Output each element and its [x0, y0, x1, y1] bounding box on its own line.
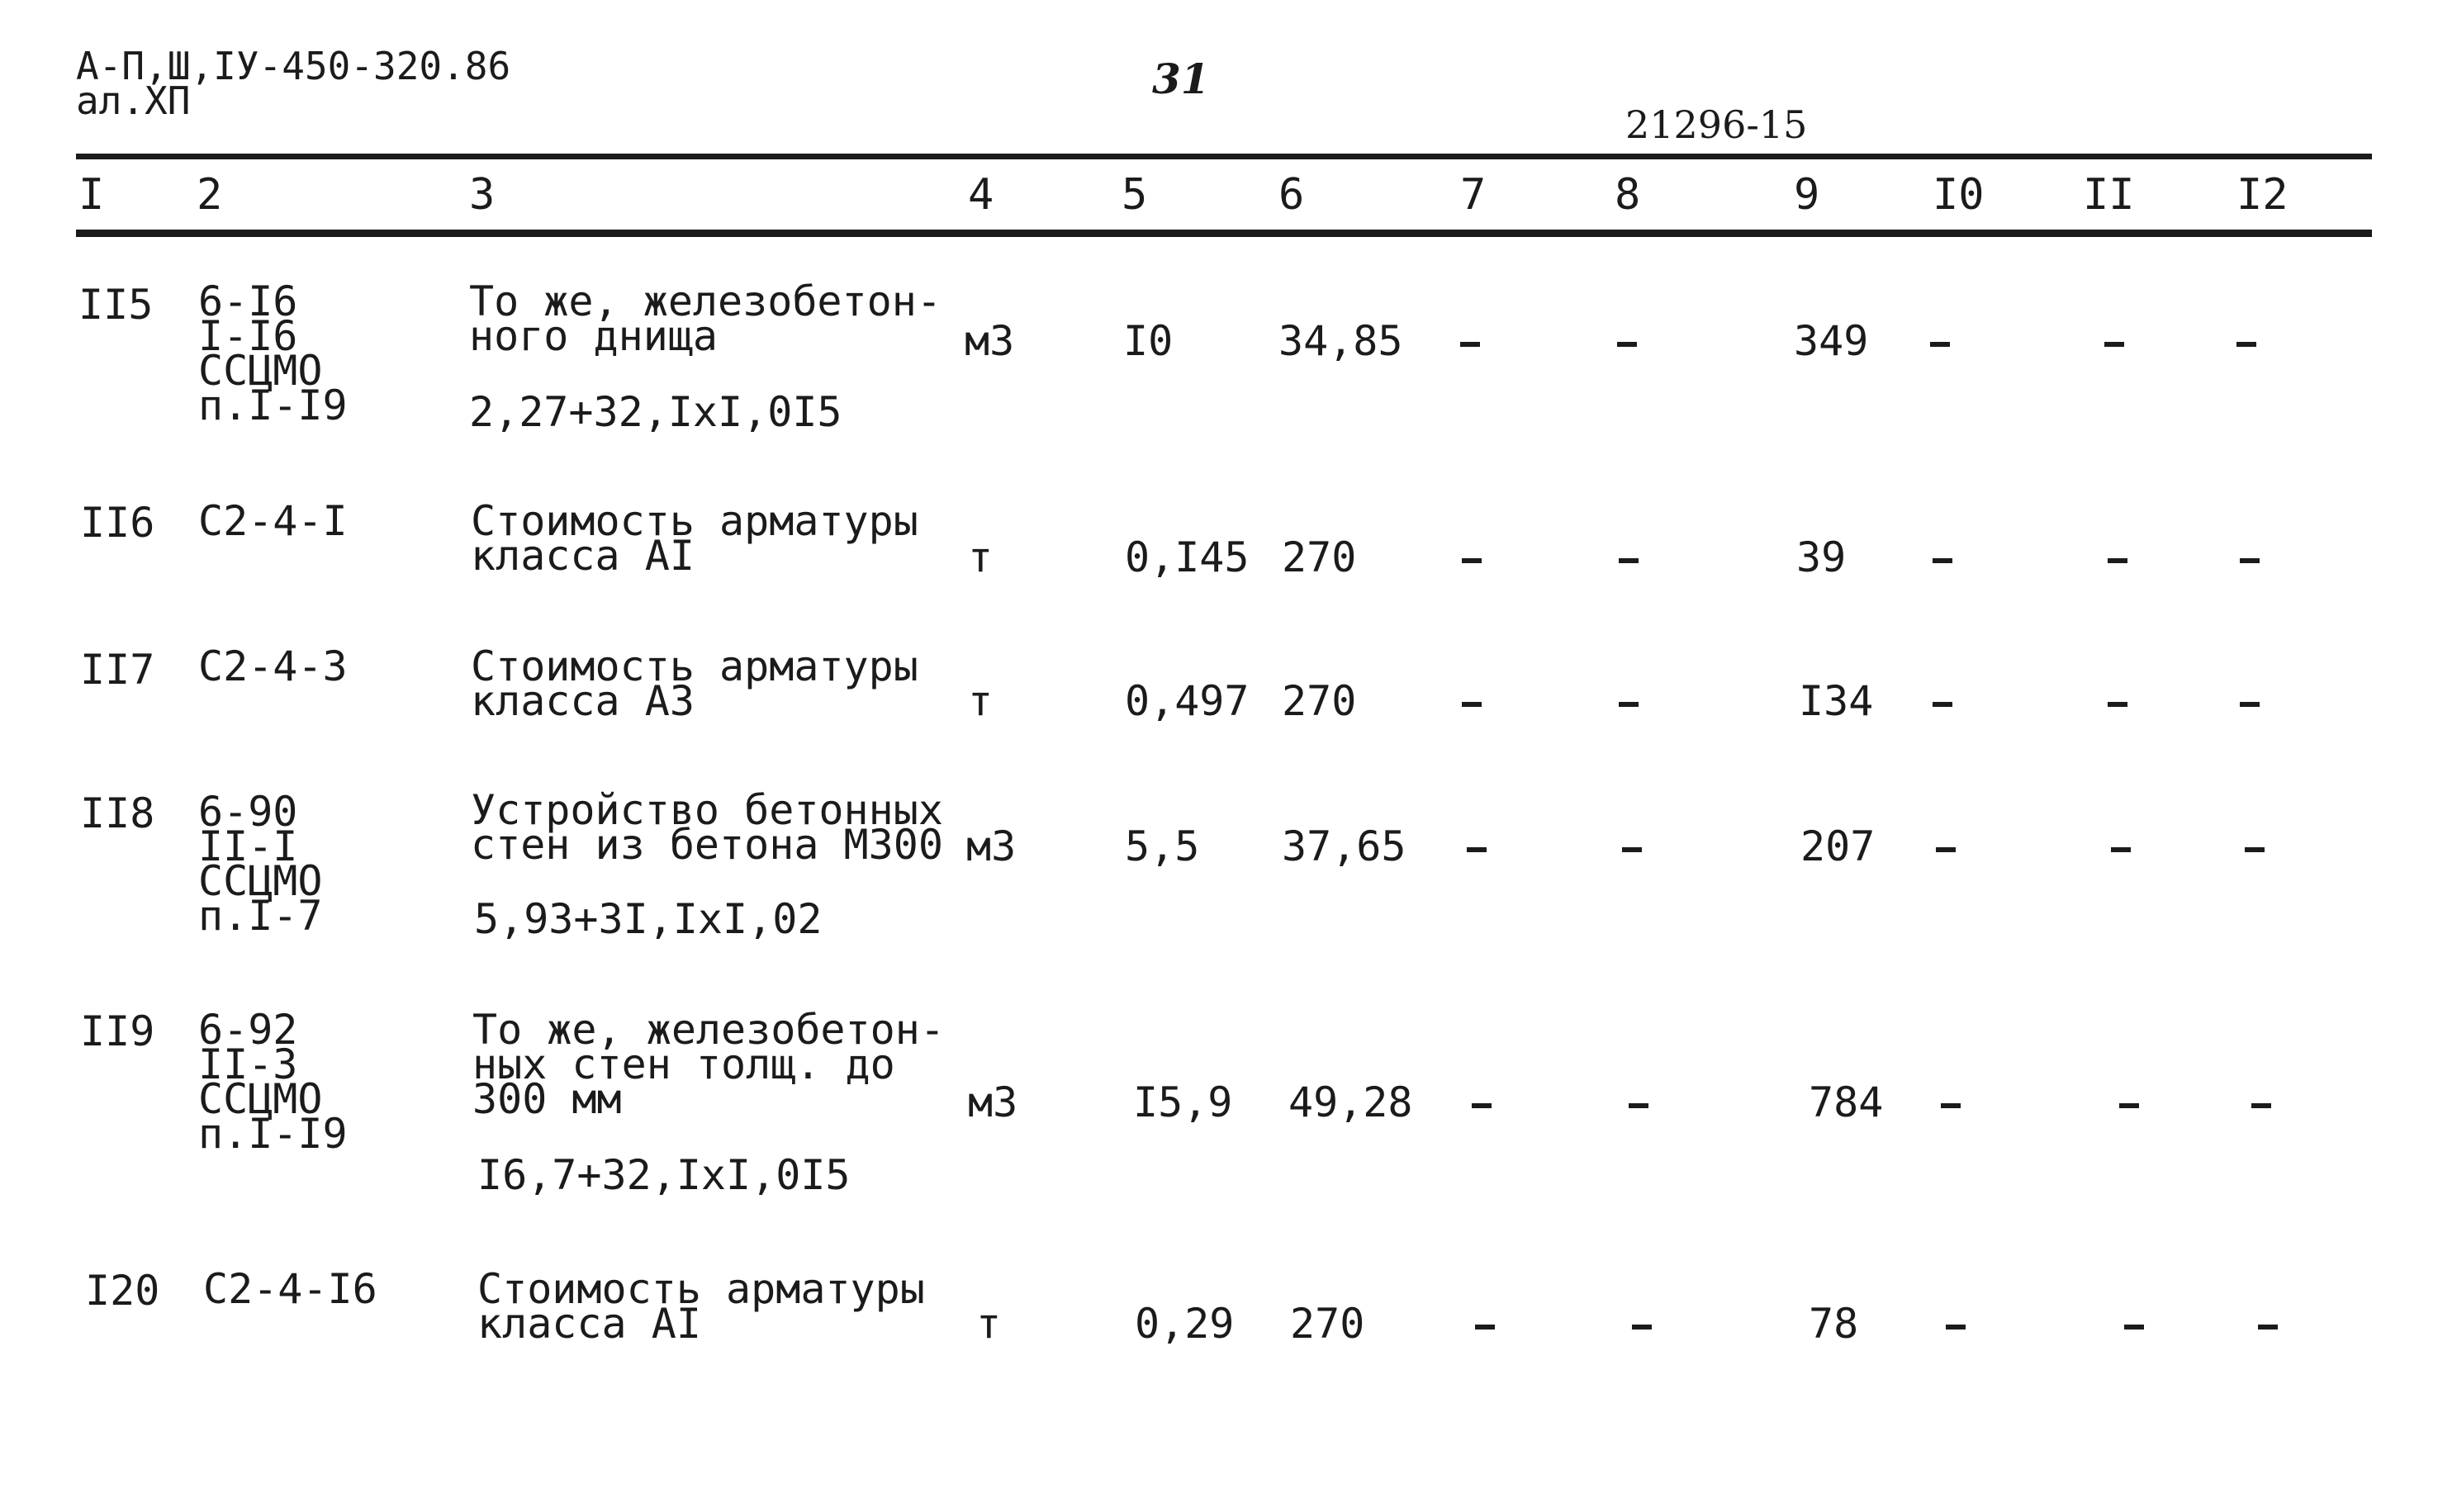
unit: т: [968, 533, 994, 581]
quantity: 5,5: [1125, 822, 1200, 870]
col12-dash: [2236, 317, 2256, 365]
formula: 2,27+32,IxI,0I5: [469, 388, 842, 436]
col10-dash: [1946, 1300, 1966, 1348]
quantity: 0,29: [1135, 1300, 1235, 1348]
total-cost: 349: [1794, 317, 1869, 365]
col-header-9: 9: [1794, 170, 1820, 220]
unit: т: [968, 677, 994, 725]
col-header-3: 3: [469, 170, 496, 220]
col8-dash: [1632, 1300, 1652, 1348]
unit-price: 270: [1282, 533, 1357, 581]
col-header-4: 4: [968, 170, 994, 220]
col8-dash: [1629, 1078, 1648, 1126]
work-description: То же, железобетон- ных стен толщ. до 300 мм: [472, 1006, 945, 1123]
col10-dash: [1936, 822, 1956, 870]
col11-dash: [2108, 533, 2127, 581]
col-header-12: I2: [2236, 170, 2289, 220]
doc-number: 21296-15: [1625, 102, 1808, 147]
resource-code: С2-4-I6: [203, 1265, 377, 1313]
unit: м3: [966, 822, 1017, 870]
header-rule: [76, 230, 2372, 237]
quantity: I0: [1123, 317, 1174, 365]
col8-dash: [1617, 317, 1637, 365]
col11-dash: [2108, 677, 2127, 725]
col7-dash: [1475, 1300, 1495, 1348]
col10-dash: [1933, 533, 1952, 581]
col-header-8: 8: [1615, 170, 1641, 220]
col11-dash: [2119, 1078, 2139, 1126]
total-cost: I34: [1799, 677, 1874, 725]
total-cost: 78: [1809, 1300, 1859, 1348]
row-num: II9: [80, 1007, 155, 1055]
unit-price: 37,65: [1282, 822, 1406, 870]
col12-dash: [2240, 677, 2260, 725]
col8-dash: [1619, 677, 1639, 725]
unit-price: 270: [1290, 1300, 1365, 1348]
formula: I6,7+32,IxI,0I5: [477, 1151, 851, 1199]
unit: м3: [968, 1078, 1018, 1126]
col7-dash: [1467, 822, 1487, 870]
col12-dash: [2245, 822, 2265, 870]
resource-code: С2-4-3: [198, 642, 348, 690]
col11-dash: [2111, 822, 2131, 870]
col7-dash: [1472, 1078, 1492, 1126]
col-header-11: II: [2083, 170, 2135, 220]
unit: т: [976, 1300, 1002, 1348]
quantity: I5,9: [1133, 1078, 1233, 1126]
col10-dash: [1941, 1078, 1961, 1126]
col7-dash: [1460, 317, 1480, 365]
unit-price: 34,85: [1278, 317, 1403, 365]
col-header-1: I: [78, 170, 105, 220]
quantity: 0,I45: [1125, 533, 1250, 581]
work-description: Стоимость арматуры класса АI: [471, 497, 918, 580]
row-num: I20: [85, 1267, 160, 1315]
total-cost: 39: [1796, 533, 1847, 581]
work-description: Устройство бетонных стен из бетона М300: [471, 786, 943, 869]
resource-code: 6-I6 I-I6 ССЦМО п.I-I9: [198, 277, 348, 429]
col11-dash: [2104, 317, 2124, 365]
doc-sheet: ал.XП: [76, 78, 191, 123]
total-cost: 207: [1800, 822, 1876, 870]
resource-code: С2-4-I: [198, 497, 348, 545]
row-num: II8: [80, 789, 155, 837]
formula: 5,93+3I,IxI,02: [474, 895, 823, 943]
col-header-7: 7: [1460, 170, 1487, 220]
col7-dash: [1462, 677, 1482, 725]
doc-code: А-П,Ш,IУ-450-320.86: [76, 44, 511, 88]
col-header-2: 2: [197, 170, 223, 220]
unit-price: 270: [1282, 677, 1357, 725]
col10-dash: [1933, 677, 1952, 725]
work-description: Стоимость арматуры класса А3: [471, 642, 918, 725]
col-header-5: 5: [1122, 170, 1148, 220]
col-header-10: I0: [1933, 170, 1985, 220]
work-description: Стоимость арматуры класса АI: [477, 1265, 925, 1348]
col8-dash: [1622, 822, 1642, 870]
unit: м3: [965, 317, 1015, 365]
work-description: То же, железобетон- ного днища: [469, 277, 942, 360]
row-num: II6: [80, 499, 155, 547]
total-cost: 784: [1809, 1078, 1884, 1126]
quantity: 0,497: [1125, 677, 1250, 725]
col10-dash: [1930, 317, 1950, 365]
row-num: II7: [80, 646, 155, 694]
resource-code: 6-90 II-I ССЦМО п.I-7: [198, 788, 323, 940]
col11-dash: [2124, 1300, 2144, 1348]
resource-code: 6-92 II-3 ССЦМО п.I-I9: [198, 1006, 348, 1158]
top-rule: [76, 154, 2372, 159]
row-num: II5: [78, 281, 154, 329]
unit-price: 49,28: [1288, 1078, 1413, 1126]
col-header-6: 6: [1278, 170, 1305, 220]
col7-dash: [1462, 533, 1482, 581]
col12-dash: [2251, 1078, 2271, 1126]
col12-dash: [2240, 533, 2260, 581]
col8-dash: [1619, 533, 1639, 581]
col12-dash: [2258, 1300, 2278, 1348]
page-number: 31: [1152, 55, 1210, 103]
